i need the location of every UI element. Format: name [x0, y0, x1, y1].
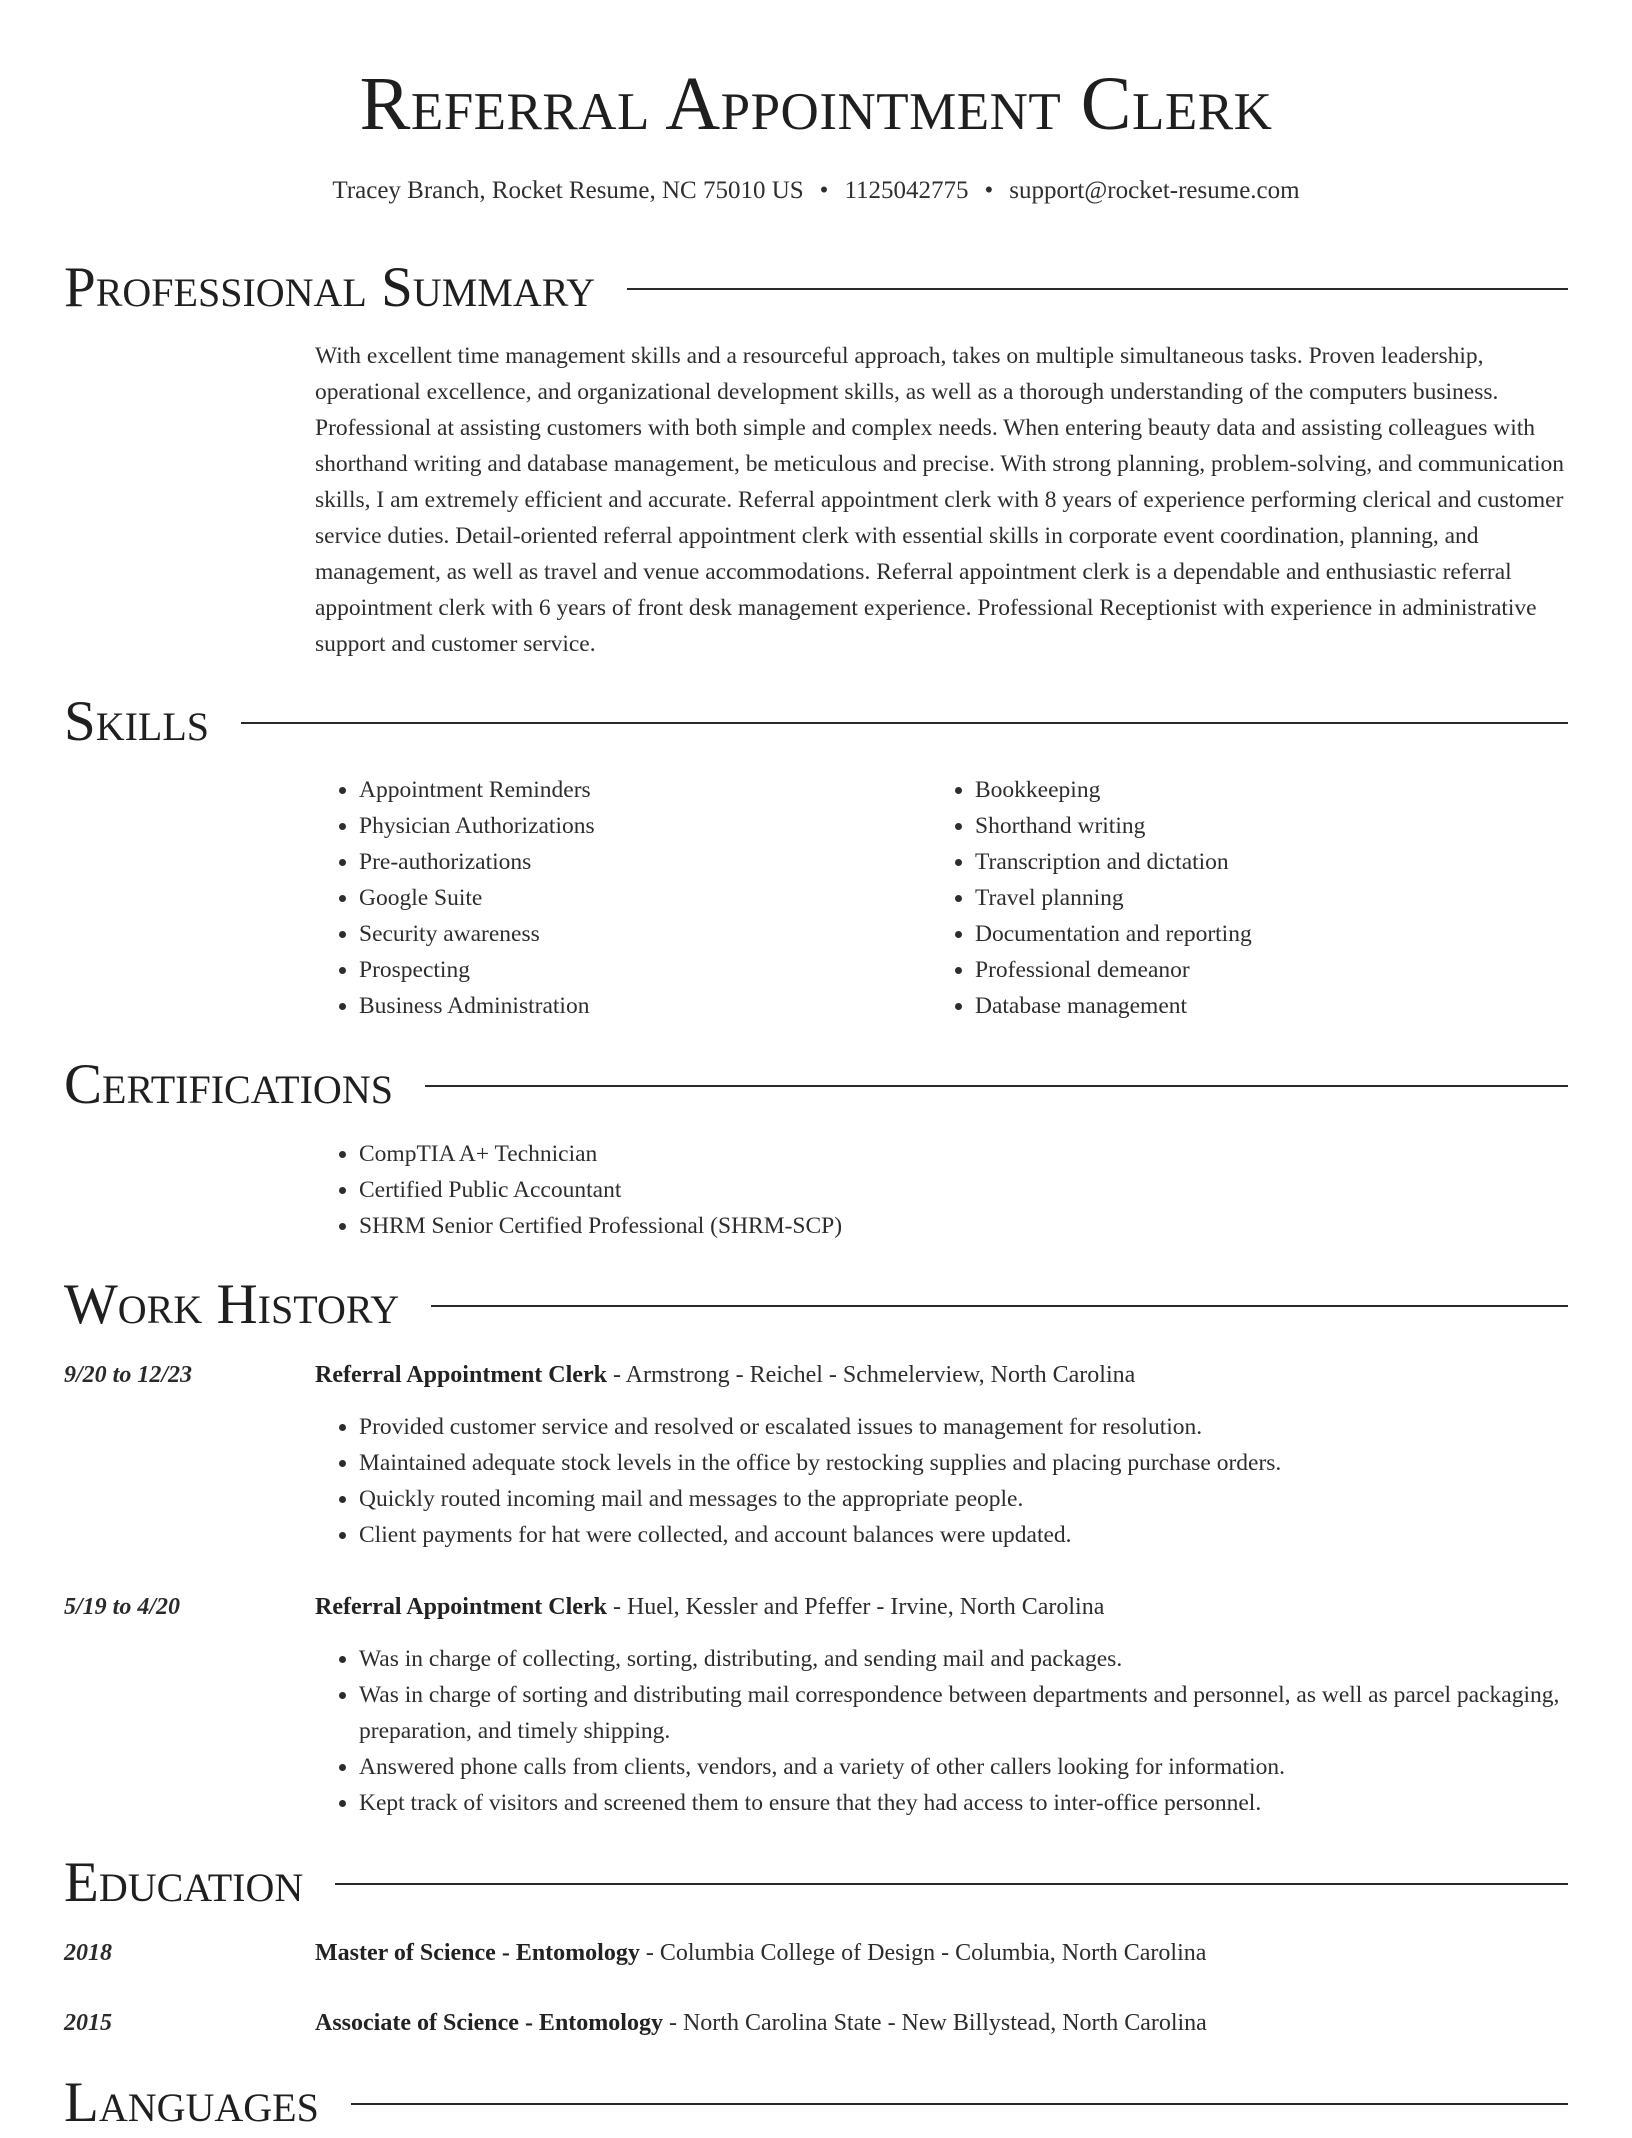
education-year: 2018 — [64, 1940, 112, 1966]
section-title-education: Education — [64, 1851, 304, 1914]
skills-column-right — [931, 772, 1531, 1024]
section-header-education — [64, 1848, 1568, 1918]
section-title-certifications: Certifications — [64, 1053, 393, 1116]
section-header-languages — [64, 2068, 1568, 2138]
section-divider — [627, 288, 1568, 290]
job-bullet: • Was in charge of sorting and distributing mail correspondence between departments and personnel, as well as parcel packaging, preparation, and timely shipping. — [359, 1677, 1568, 1749]
job-details: - Huel, Kessler and Pfeffer - Irvine, North Carolina — [606, 1594, 1105, 1620]
skill-item: • Prospecting — [359, 952, 915, 988]
contact-separator: • — [819, 177, 829, 204]
contact-line — [0, 174, 1632, 208]
section-header-skills — [64, 687, 1568, 757]
job-dates: 9/20 to 12/23 — [64, 1362, 193, 1388]
education-degree: Associate of Science - Entomology — [315, 2010, 663, 2036]
summary-text: With excellent time management skills and a resourceful approach, takes on multiple simultaneous tasks. Proven leadership, operational excellence, and organizational development skills, as well as a thorough understanding of the computers business. Professional at assisting customers with both simple and complex needs. When entering beauty data and assisting colleagues with shorthand writing and database management, be meticulous and precise. With strong planning, problem-solving, and communication skills, I am extremely efficient and accurate. Referral appointment clerk with 8 years of experience performing clerical and customer service duties. Detail-oriented referral appointment clerk with essential skills in corporate event coordination, planning, and management, as well as travel and venue accommodations. Referral appointment clerk is a dependable and enthusiastic referral appointment clerk with 6 years of front desk management experience. Professional Receptionist with experience in administrative support and customer service. — [315, 343, 1565, 657]
skill-item: • Business Administration — [359, 988, 915, 1024]
job-details: - Armstrong - Reichel - Schmelerview, North Carolina — [606, 1362, 1136, 1388]
job-bullet: • Answered phone calls from clients, vendors, and a variety of other callers looking for information. — [359, 1749, 1568, 1785]
section-title-work: Work History — [64, 1273, 400, 1336]
job-bullets — [315, 1409, 1568, 1553]
education-degree: Master of Science - Entomology — [315, 1940, 640, 1966]
section-divider — [425, 1085, 1568, 1087]
skill-item: • Documentation and reporting — [975, 916, 1531, 952]
job-bullet: • Maintained adequate stock levels in the office by restocking supplies and placing purchase orders. — [359, 1445, 1568, 1481]
certification-item: • CompTIA A+ Technician — [359, 1136, 1568, 1172]
job-role: Referral Appointment Clerk — [315, 1362, 607, 1388]
section-divider — [241, 722, 1568, 724]
section-divider — [335, 1883, 1568, 1885]
skill-item: • Physician Authorizations — [359, 808, 915, 844]
section-title-summary: Professional Summary — [64, 256, 596, 319]
job-bullet: • Was in charge of collecting, sorting, distributing, and sending mail and packages. — [359, 1641, 1568, 1677]
section-header-certifications — [64, 1050, 1568, 1120]
education-year: 2015 — [64, 2010, 112, 2036]
job-dates: 5/19 to 4/20 — [64, 1594, 181, 1620]
section-title-skills: Skills — [64, 690, 210, 753]
section-header-summary — [64, 253, 1568, 323]
job-heading — [315, 1357, 1568, 1393]
skill-item: • Security awareness — [359, 916, 915, 952]
job-heading — [315, 1589, 1568, 1625]
education-details: - North Carolina State - New Billystead, North Carolina — [662, 2010, 1207, 2036]
skill-item: • Google Suite — [359, 880, 915, 916]
skill-item: • Transcription and dictation — [975, 844, 1531, 880]
summary-block — [315, 338, 1568, 662]
education-details: - Columbia College of Design - Columbia, North Carolina — [639, 1940, 1207, 1966]
resume-title: Referral Appointment Clerk — [359, 62, 1273, 146]
skill-item: • Professional demeanor — [975, 952, 1531, 988]
contact-separator: • — [984, 177, 994, 204]
section-divider — [351, 2103, 1568, 2105]
certifications-list — [315, 1136, 1568, 1244]
section-divider — [431, 1305, 1568, 1307]
contact-email[interactable]: support@rocket-resume.com — [1009, 177, 1300, 204]
job-bullet: • Quickly routed incoming mail and messages to the appropriate people. — [359, 1481, 1568, 1517]
skill-item: • Pre-authorizations — [359, 844, 915, 880]
job-bullet: • Client payments for hat were collected, and account balances were updated. — [359, 1517, 1568, 1553]
education-entry — [315, 2005, 1568, 2041]
certification-item: • Certified Public Accountant — [359, 1172, 1568, 1208]
contact-address: Tracey Branch, Rocket Resume, NC 75010 US — [332, 177, 804, 204]
skills-column-left — [315, 772, 915, 1024]
education-entry — [315, 1935, 1568, 1971]
skill-item: • Appointment Reminders — [359, 772, 915, 808]
section-header-work — [64, 1270, 1568, 1340]
section-title-languages: Languages — [64, 2071, 319, 2134]
job-role: Referral Appointment Clerk — [315, 1594, 607, 1620]
skill-item: • Bookkeeping — [975, 772, 1531, 808]
skill-item: • Database management — [975, 988, 1531, 1024]
certification-item: • SHRM Senior Certified Professional (SHRM-SCP) — [359, 1208, 1568, 1244]
job-bullets — [315, 1641, 1568, 1821]
skill-item: • Shorthand writing — [975, 808, 1531, 844]
contact-phone: 1125042775 — [844, 177, 969, 204]
job-bullet: • Provided customer service and resolved or escalated issues to management for resolution. — [359, 1409, 1568, 1445]
job-bullet: • Kept track of visitors and screened them to ensure that they had access to inter-office personnel. — [359, 1785, 1568, 1821]
skill-item: • Travel planning — [975, 880, 1531, 916]
